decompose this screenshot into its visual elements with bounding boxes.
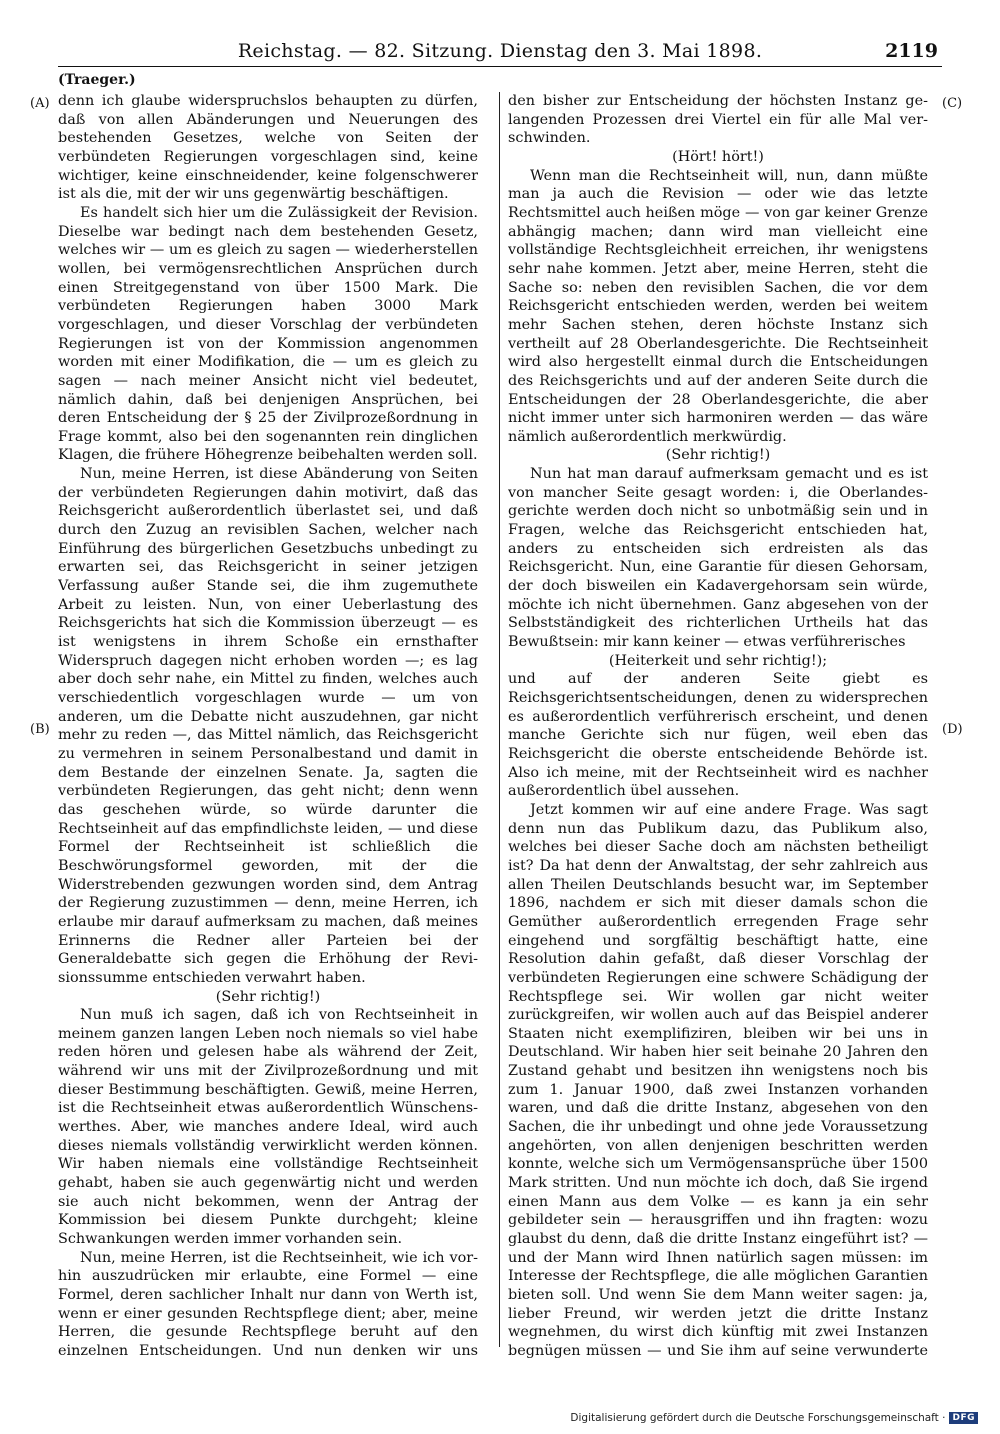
digitization-credit <box>570 1412 978 1424</box>
right-column <box>508 92 928 1362</box>
paragraph: und auf der anderen Seite giebt es Reichsgerichtsentscheidungen, denen zu widersprechen es außerordentlich verführerisch erscheint, und denen manche Gerichte sich nur fügen, weil eben das Reichsgericht die oberste entscheidende Behörde ist. Also ich meine, mit der Rechtseinheit wird es nachher außerordentlich übel aussehen. <box>508 671 928 800</box>
page-number: 2119 <box>885 40 938 62</box>
interjection: (Sehr richtig!) <box>215 988 321 1005</box>
paragraph: Nun muß ich sagen, daß ich von Rechtseinheit in meinem ganzen langen Leben noch niemals so viel habe reden hören und gelesen habe als während der Zeit, während wir uns mit der Zivilprozeßordnung und mit dieser Bestimmung beschäftigten. Gewiß, meine Herren, ist die Rechtseinheit etwas außerordentlich Wünschenswerthes. Aber, wie manches andere Ideal, wird auch dieses niemals vollständig verwirklicht werden können. Wir haben niemals eine vollständige Rechtseinheit gehabt, haben sie auch gegenwärtig nicht und werden sie auch nicht bekommen, wenn der Antrag der Kommission bei diesem Punkte durchgeht; kleine Schwankungen werden immer vorhanden sein. <box>58 1007 478 1248</box>
paragraph: denn ich glaube widerspruchslos behaupten zu dürfen, daß von allen Abänderungen und Neuerungen des bestehenden Gesetzes, welche von Seiten der verbündeten Regierungen vorgeschlagen sind, keine wichtiger, keine einschneidender, keine folgenschwerer ist als die, mit der wir uns gegenwärtig beschäftigen. <box>58 93 478 203</box>
speaker-name: (Traeger.) <box>58 72 136 88</box>
header-rule <box>58 66 942 67</box>
footer-text: Digitalisierung gefördert durch die Deutsche Forschungsgemeinschaft · <box>570 1412 946 1424</box>
interjection: (Heiterkeit und sehr richtig!); <box>608 652 828 669</box>
margin-mark-a: (A) <box>30 96 50 111</box>
left-column <box>58 92 478 1362</box>
dfg-logo: DFG <box>949 1412 978 1424</box>
page-header <box>0 0 1000 64</box>
header-title: Reichstag. — 82. Sitzung. Dienstag den 3. Mai 1898. <box>237 40 763 62</box>
margin-mark-b: (B) <box>30 722 50 737</box>
paragraph: Nun, meine Herren, ist die Rechtseinheit, wie ich vorhin auszudrücken mir erlaubte, eine Formel — eine Formel, deren sachlicher Inhalt nur dann von Werth ist, wenn er einer gesunden Rechtspflege dient; aber, meine Herren, die gesunde Rechtspflege beruht auf den einzelnen Entscheidungen. Und nun denken wir uns <box>58 1249 478 1359</box>
margin-mark-d: (D) <box>942 722 963 737</box>
paragraph: Nun hat man darauf aufmerksam gemacht und es ist von mancher Seite gesagt worden: i, die Oberlandesgerichte werden doch nicht so unbotmäßig sein und in Fragen, welche das Reichsgericht entschieden hat, anders zu entscheiden sich erdreisten als das Reichsgericht. Nun, eine Garantie für diesen Gehorsam, der doch bisweilen ein Kadavergehorsam sein würde, möchte ich nicht übernehmen. Ganz abgesehen von der Selbstständigkeit des richterlichen Urtheils hat das Bewußtsein: mir kann keiner — etwas verführerisches <box>508 466 928 651</box>
interjection: (Sehr richtig!) <box>665 447 771 464</box>
paragraph: Nun, meine Herren, ist diese Abänderung von Seiten der verbündeten Regierungen dahin motivirt, daß das Reichsgericht außerordentlich überlastet sei, und daß durch den Zuzug an revisiblen Sachen, welcher nach Einführung des bürgerlichen Gesetzbuchs unbedingt zu erwarten sei, das Reichsgericht in seiner jetzigen Verfassung außer Stande sei, die ihm zugemuthete Arbeit zu leisten. Nun, von einer Ueberlastung des Reichsgerichts hat sich die Kommission überzeugt — es ist wenigstens in ihrem Schoße ein ernsthafter Widerspruch dagegen nicht erhoben worden —; es lag aber doch sehr nahe, ein Mittel zu finden, welches auch verschiedentlich vorgeschlagen wurde — um von anderen, um die Debatte nicht auszudehnen, gar nicht mehr zu reden —, das Mittel nämlich, das Reichsgericht zu vermehren in seinem Personalbestand und damit in dem Bestande der einzelnen Senate. Ja, sagten die verbündeten Regierungen, das geht nicht; denn wenn das geschehen würde, so würde darunter die Rechtseinheit auf das empfindlichste leiden, — und diese Formel der Rechtseinheit ist schließlich die Beschwörungsformel geworden, mit der die Widerstrebenden gezwungen worden sind, dem Antrag der Regierung zuzustimmen — denn, meine Herren, ich erlaube mir darauf aufmerksam zu machen, daß meines Erinnerns die Redner aller Parteien bei der Generaldebatte sich gegen die Erhöhung der Revisionssumme entschieden verwahrt haben. <box>58 466 478 986</box>
column-divider <box>499 92 500 1347</box>
interjection: (Hört! hört!) <box>672 148 764 165</box>
paragraph: Wenn man die Rechtseinheit will, nun, dann müßte man ja auch die Revision — oder wie das letzte Rechtsmittel auch heißen möge — von gar keiner Grenze abhängig machen; dann wird man vielleicht eine vollständige Rechtsgleichheit erreichen, ihr wenigstens sehr nahe kommen. Jetzt aber, meine Herren, steht die Sache so: neben den revisiblen Sachen, die vor dem Reichsgericht entschieden werden, werden bei weitem mehr Sachen stehen, deren höchste Instanz sich vertheilt auf 28 Oberlandesgerichte. Die Rechtseinheit wird also hergestellt einmal durch die Entscheidungen des Reichsgerichts und auf der anderen Seite durch die Entscheidungen der 28 Oberlandesgerichte, die aber nicht immer unter sich harmoniren werden — das wäre nämlich außerordentlich merkwürdig. <box>508 167 928 445</box>
paragraph: Es handelt sich hier um die Zulässigkeit der Revision. Dieselbe war bedingt nach dem bestehenden Gesetz, welches wir — um es gleich zu sagen — wiederherstellen wollen, bei vermögensrechtlichen Ansprüchen durch einen Streitgegenstand von über 1500 Mark. Die verbündeten Regierungen haben 3000 Mark vorgeschlagen, und dieser Vorschlag der verbündeten Regierungen ist von der Kommission angenommen worden mit einer Modifikation, die — um es gleich zu sagen — nach meiner Ansicht nicht viel bedeutet, nämlich dahin, daß bei denjenigen Ansprüchen, bei deren Entscheidung der § 25 der Zivilprozeßordnung in Frage kommt, also bei den sogenannten rein dinglichen Klagen, die frühere Höhegrenze beibehalten werden soll. <box>58 204 478 464</box>
margin-mark-c: (C) <box>942 96 963 111</box>
paragraph: Jetzt kommen wir auf eine andere Frage. Was sagt denn nun das Publikum dazu, das Publikum also, welches bei dieser Sache doch am nächsten betheiligt ist? Da hat denn der Anwaltstag, der sehr zahlreich aus allen Theilen Deutschlands besucht war, im September 1896, nachdem er sich mit dieser damals schon die Gemüther außerordentlich erregenden Frage sehr eingehend und sorgfältig beschäftigt hatte, eine Resolution dahin gefaßt, daß dieser Vorschlag der verbündeten Regierungen eine schwere Schädigung der Rechtspflege sei. Wir wollen gar nicht weiter zurückgreifen, wir wollen auch auf das Beispiel anderer Staaten nicht exemplifiziren, bleiben wir bei uns in Deutschland. Wir haben hier seit beinahe 20 Jahren den Zustand gehabt und besitzen ihn wenigstens noch bis zum 1. Januar 1900, daß zwei Instanzen vorhanden waren, und daß die dritte Instanz, abgesehen von den Sachen, die ihr unbedingt und ohne jede Voraussetzung angehörten, von allen denjenigen beschritten werden konnte, welche sich um Vermögensansprüche über 1500 Mark stritten. Und nun möchte ich doch, daß Sie irgend einen Mann aus dem Volke — es kann ja ein sehr gebildeter sein — herausgriffen und ihn fragten: wozu glaubst du denn, daß die dritte Instanz eingeführt ist? — und der Mann wird Ihnen natürlich sagen müssen: im Interesse der Rechtspflege, die alle möglichen Garantien bieten soll. Und wenn Sie dem Mann weiter sagen: ja, lieber Freund, wir werden jetzt die dritte Instanz wegnehmen, du wirst dich künftig mit zwei Instanzen begnügen müssen — und Sie ihm auf seine verwunderte <box>508 801 928 1359</box>
paragraph: den bisher zur Entscheidung der höchsten Instanz gelangenden Prozessen drei Viertel ein für alle Mal verschwinden. <box>508 93 928 147</box>
